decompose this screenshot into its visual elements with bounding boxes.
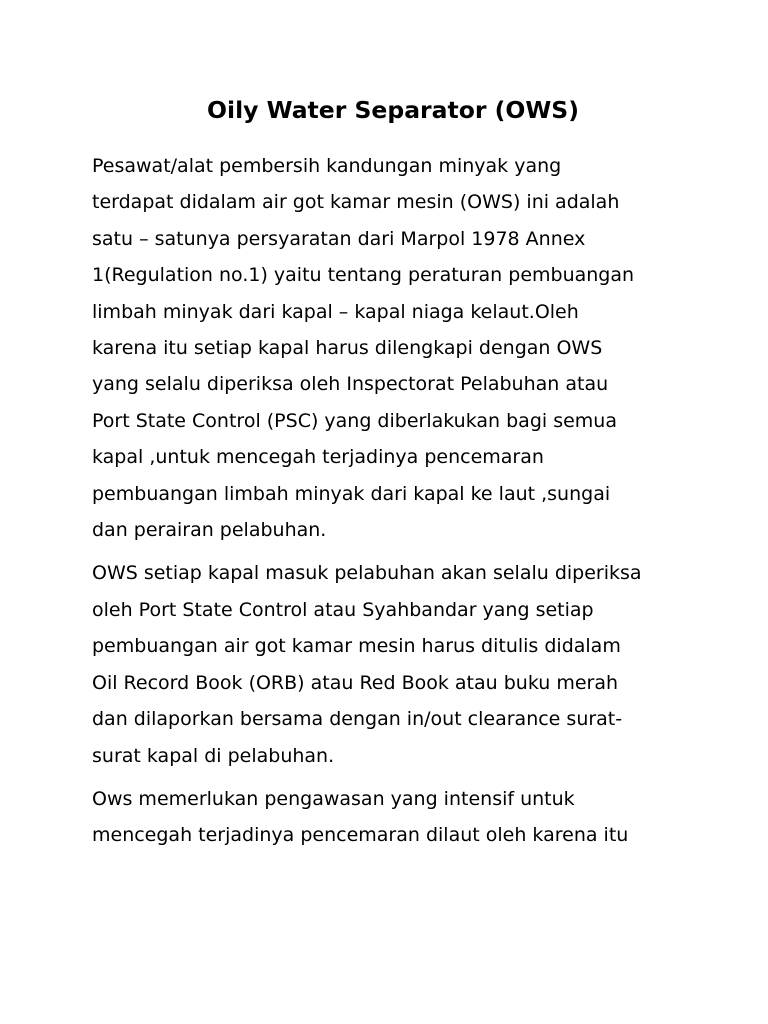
text-line: pembuangan limbah minyak dari kapal ke laut ,sungai xyxy=(92,482,611,505)
text-line: yang selalu diperiksa oleh Inspectorat Pelabuhan atau xyxy=(92,373,609,396)
text-line: pembuangan air got kamar mesin harus ditulis didalam xyxy=(92,635,621,658)
text-line: Port State Control (PSC) yang diberlakukan bagi semua xyxy=(92,409,617,432)
text-line: 1(Regulation no.1) yaitu tentang peraturan pembuangan xyxy=(92,264,635,287)
text-line: satu – satunya persyaratan dari Marpol 1978 Annex xyxy=(92,227,586,250)
text-line: dan dilaporkan bersama dengan in/out clearance surat- xyxy=(92,708,623,731)
text-line: Pesawat/alat pembersih kandungan minyak yang xyxy=(92,155,562,177)
text-line: Oil Record Book (ORB) atau Red Book atau buku merah xyxy=(92,671,619,694)
text-line: karena itu setiap kapal harus dilengkapi dengan OWS xyxy=(92,337,603,360)
paragraph-3 xyxy=(92,781,688,854)
text-line: oleh Port State Control atau Syahbandar yang setiap xyxy=(92,598,594,621)
text-line: dan perairan pelabuhan. xyxy=(92,519,327,542)
text-line: mencegah terjadinya pencemaran dilaut oleh karena itu xyxy=(92,824,629,847)
text-line: OWS setiap kapal masuk pelabuhan akan selalu diperiksa xyxy=(92,562,642,585)
text-line: surat kapal di pelabuhan. xyxy=(92,744,335,767)
text-line: kapal ,untuk mencegah terjadinya pencemaran xyxy=(92,446,544,469)
text-line: limbah minyak dari kapal – kapal niaga kelaut.Oleh xyxy=(92,300,579,323)
paragraph-2 xyxy=(92,555,688,773)
document-title: Oily Water Separator (OWS) xyxy=(207,96,579,124)
text-line: terdapat didalam air got kamar mesin (OWS) ini adalah xyxy=(92,191,620,214)
paragraph-1 xyxy=(92,148,688,548)
text-line: Ows memerlukan pengawasan yang intensif untuk xyxy=(92,787,575,810)
